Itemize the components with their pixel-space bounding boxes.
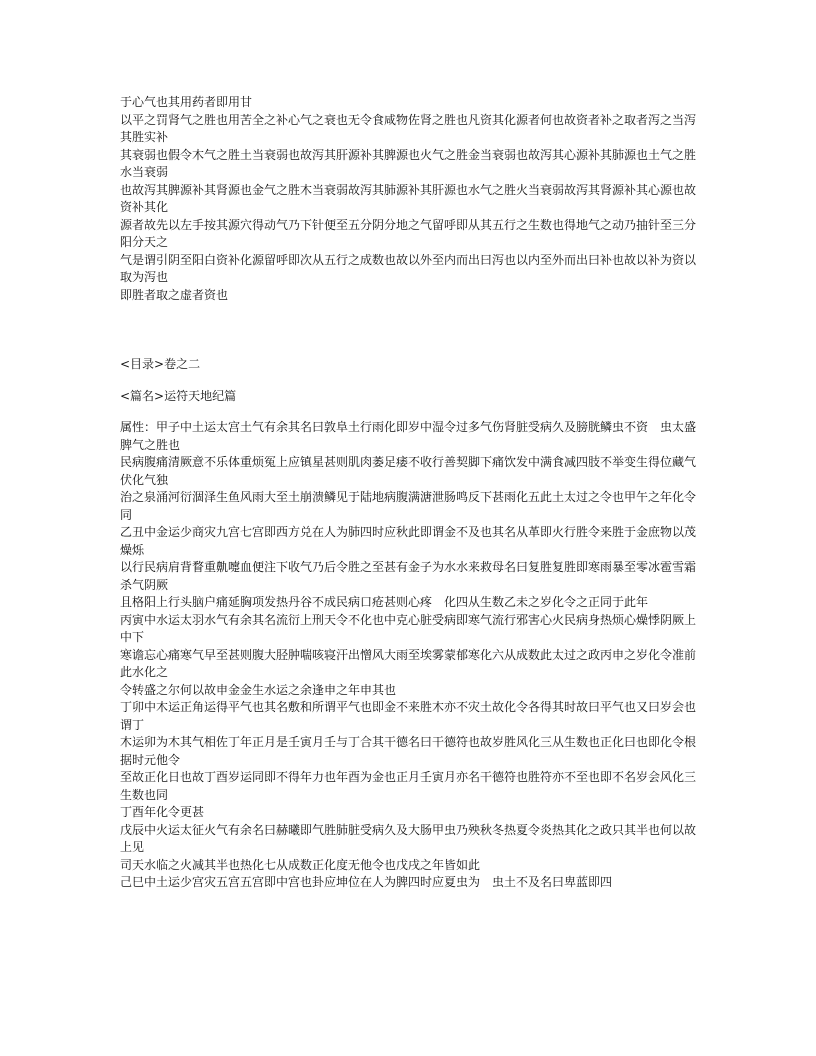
text-paragraph: 源者故先以左手按其源穴得动气乃下针便至五分阴分地之气留呼即从其五行之生数也得地气之动乃抽针至三分阳分天之: [120, 217, 697, 249]
text-paragraph: 戊辰中火运太征火气有余名曰赫曦即气胜肺脏受病久及大肠甲虫乃殃秋冬热夏令炎热其化之政只其半也何以故上见: [120, 822, 697, 854]
document-page: [120, 94, 700, 892]
text-paragraph: 至故正化日也故丁酉岁运同即不得年力也年酉为金也正月壬寅月亦名干德符也胜符亦不至也即不名岁会风化三生数也同: [120, 770, 697, 802]
text-paragraph: 且格阳上行头脑户痛延胸项发热丹谷不成民病口疮甚则心疼 化四从生数乙未之岁化令之正同于此年: [120, 595, 649, 609]
spacer: [120, 374, 700, 388]
spacer: [120, 304, 700, 356]
text-paragraph: 令转盛之尔何以故申金金生水运之余逢申之年申其也: [120, 682, 397, 697]
text-paragraph: 其衰弱也假令木气之胜土当衰弱也故泻其肝源补其脾源也火气之胜金当衰弱也故泻其心源补其肺源也土气之胜水当衰弱: [120, 147, 697, 179]
spacer: [120, 405, 700, 419]
text-paragraph: 乙丑中金运少商灾九宫七宫即西方兑在人为肺四时应秋此即谓金不及也其名从革即火行胜令来胜于金庶物以茂燥烁: [120, 525, 697, 557]
text-paragraph: 治之泉涌河衍涸泽生鱼风雨大至土崩溃鳞见于陆地病腹满溏泄肠鸣反下甚雨化五此土太过之令也甲午之年化令同: [120, 490, 697, 522]
text-paragraph: 即胜者取之虚者资也: [120, 287, 229, 302]
toc-heading: <目录>卷之二: [120, 357, 201, 371]
text-paragraph: 丁酉年化令更甚: [120, 805, 205, 819]
text-paragraph: 木运卯为木其气相佐丁年正月是壬寅月壬与丁合其干德名曰干德符也故岁胜风化三从生数也正化曰也即化令根据时元他令: [120, 735, 697, 767]
text-paragraph: 民病腹痛清厥意不乐体重烦冤上应镇星甚则肌肉萎足痿不收行善契脚下痛饮发中满食减四肢不举变生得位藏气伏化气独: [120, 455, 697, 487]
section-1: [120, 94, 700, 304]
text-paragraph: 丁卯中木运正角运得平气也其名敷和所谓平气也即金不来胜木亦不灾土故化令各得其时故曰平气也又曰岁会也谓丁: [120, 700, 697, 732]
text-paragraph: 司天水临之火减其半也热化七从成数正化度无他令也戊戌之年皆如此: [120, 857, 481, 872]
text-paragraph: 寒谵忘心痛寒气早至甚则腹大胫肿喘咳寝汗出憎风大雨至埃雾蒙郁寒化六从成数此太过之政丙申之岁化令准前此水化之: [120, 647, 697, 679]
chapter-heading: <篇名>运符天地纪篇: [120, 388, 237, 403]
text-paragraph: 于心气也其用药者即用甘: [120, 95, 253, 109]
text-paragraph: 也故泻其脾源补其肾源也金气之胜木当衰弱故泻其肺源补其肝源也水气之胜火当衰弱故泻其肾源补其心源也故资补其化: [120, 182, 697, 214]
text-paragraph: 以平之罚肾气之胜也用苦全之补心气之衰也无令食咸物佐肾之胜也凡资其化源者何也故资者补之取者泻之当泻其胜实补: [120, 112, 697, 144]
text-paragraph: 属性：甲子中土运太宫土气有余其名曰敦阜土行雨化即岁中湿令过多气伤肾脏受病久及膀胱鳞虫不资 虫太盛脾气之胜也: [120, 420, 697, 452]
text-paragraph: 己巳中土运少宫灾五宫五宫即中宫也卦应坤位在人为脾四时应夏虫为 虫土不及名曰卑蓝即四: [120, 875, 613, 889]
text-paragraph: 丙寅中水运太羽水气有余其名流衍上刑天令不化也中克心脏受病即寒气流行邪害心火民病身热烦心燥悸阴厥上中下: [120, 612, 697, 644]
section-2: [120, 419, 700, 892]
text-paragraph: 以行民病肩背瞀重鼽嚏血便注下收气乃后令胜之至甚有金子为水水来救母名曰复胜复胜即寒雨暴至零冰雹雪霜杀气阴厥: [120, 560, 697, 592]
text-paragraph: 气是谓引阴至阳白资补化源留呼即次从五行之成数也故以外至内而出曰泻也以内至外而出曰补也故以补为资以取为泻也: [120, 252, 697, 284]
